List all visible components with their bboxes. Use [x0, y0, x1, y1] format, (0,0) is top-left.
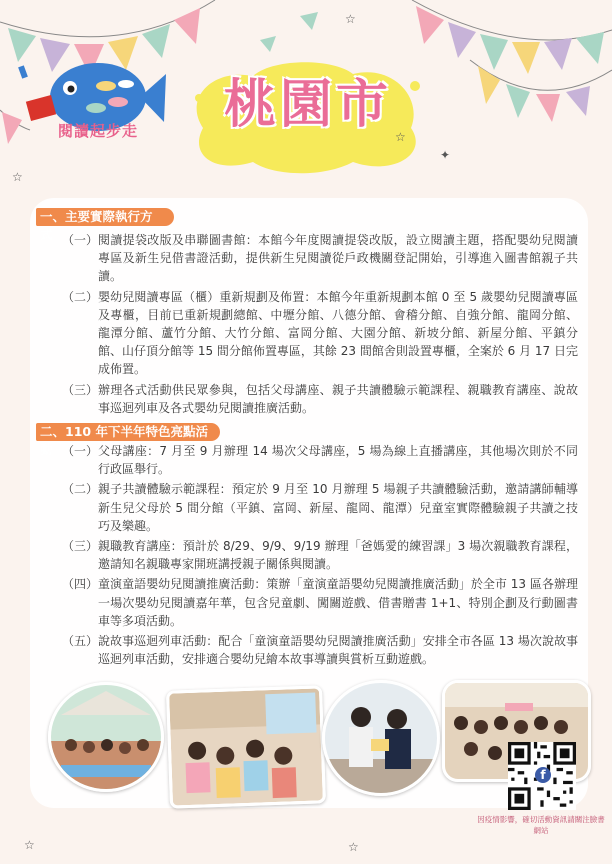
item-number: （五） [62, 634, 99, 649]
star-icon: ✦ [440, 148, 451, 162]
item-number: （三） [62, 382, 99, 397]
section-heading-main-methods: 一、主要實際執行方式 [36, 208, 174, 226]
item-number: （一） [62, 444, 99, 458]
item-text: 說故事巡迴列車活動：配合「童演童語嬰幼兒閱讀推廣活動」安排全市各區 13 場次說故事巡迴列車活動，安排適合嬰幼兒繪本故事導讀與賞析互動遊戲。 [98, 634, 578, 667]
highlights-list [62, 442, 578, 670]
item-number: （二） [62, 482, 99, 497]
item-number: （三） [62, 539, 99, 554]
list-item [62, 480, 578, 535]
city-title: 桃園市 [223, 74, 392, 135]
item-text: 親職教育講座：預計於 8/29、9/9、9/19 辦理「爸媽愛的練習課」3 場次親職教育課程，邀請知名親職專家開班講授親子關係與閱讀。 [98, 539, 578, 572]
item-text: 嬰幼兒閱讀專區（櫃）重新規劃及佈置：本館今年重新規劃本館 0 至 5 歲嬰幼兒閱讀專區及專櫃，目前已重新規劃總館、中壢分館、八德分館、會稽分館、自強分館、龍岡分館、龍潭分館、蘆竹分館、大竹分館、富岡分館、大園分館、新坡分館、新屋分館、平鎮分館、山仔頂分館等 15 間分館佈置專區，其餘 23 間館舍則設置專櫃，全案於 6 月 17 日完成佈置。 [98, 289, 578, 377]
list-item [62, 632, 578, 668]
item-text: 童演童語嬰幼兒閱讀推廣活動：策辦「童演童語嬰幼兒閱讀推廣活動」於全市 13 區各辦理一場次嬰幼兒閱讀嘉年華，包含兒童劇、闖關遊戲、借書贈書 1+1、特別企劃及行動圖書車等多項活動。 [98, 577, 578, 628]
section-heading-highlights: 二、110 年下半年特色亮點活動 [36, 423, 220, 441]
list-item [62, 381, 578, 417]
list-item [62, 231, 578, 286]
event-photo-children-indoor [166, 685, 326, 808]
facebook-icon: f [535, 767, 551, 783]
item-number: （一） [62, 233, 99, 247]
star-icon: ☆ [395, 130, 406, 144]
star-icon: ☆ [348, 840, 359, 854]
item-number: （四） [62, 577, 99, 592]
list-item [62, 537, 578, 573]
item-text: 閱讀提袋改版及串聯圖書館：本館今年度閱讀提袋改版，設立閱讀主題，搭配嬰幼兒閱讀專區及新生兒借書證活動，提供新生兒閱讀從戶政機關登記開始，引導進入圖書館親子共讀。 [98, 233, 578, 284]
qr-caption: 因疫情影響，確切活動資訊請關注臉書網站 [477, 815, 605, 835]
star-icon: ☆ [345, 12, 356, 26]
list-item [62, 288, 578, 379]
item-text: 辦理各式活動供民眾參與，包括父母講座、親子共讀體驗示範課程、親職教育講座、說故事巡迴列車及各式嬰幼兒閱讀推廣活動。 [98, 382, 578, 415]
star-icon: ☆ [12, 170, 23, 184]
item-text: 父母講座：7 月至 9 月辦理 14 場次父母講座，5 場為線上直播講座，其他場次則於不同行政區舉行。 [98, 444, 578, 477]
event-photo-outdoor-crowd [48, 682, 164, 792]
item-text: 親子共讀體驗示範課程：預定於 9 月至 10 月辦理 5 場親子共讀體驗活動，邀請講師輔導新生兒父母於 5 間分館（平鎮、富岡、新屋、龍岡、龍潭）兒童室實際體驗親子共讀之技巧及樂趣。 [98, 482, 578, 533]
event-photo-storytelling [322, 680, 440, 796]
list-item [62, 442, 578, 478]
list-item [62, 575, 578, 630]
logo-caption: 閱讀起步走 [58, 122, 139, 140]
item-number: （二） [62, 289, 99, 304]
main-methods-list [62, 231, 578, 419]
star-icon: ☆ [24, 838, 35, 852]
